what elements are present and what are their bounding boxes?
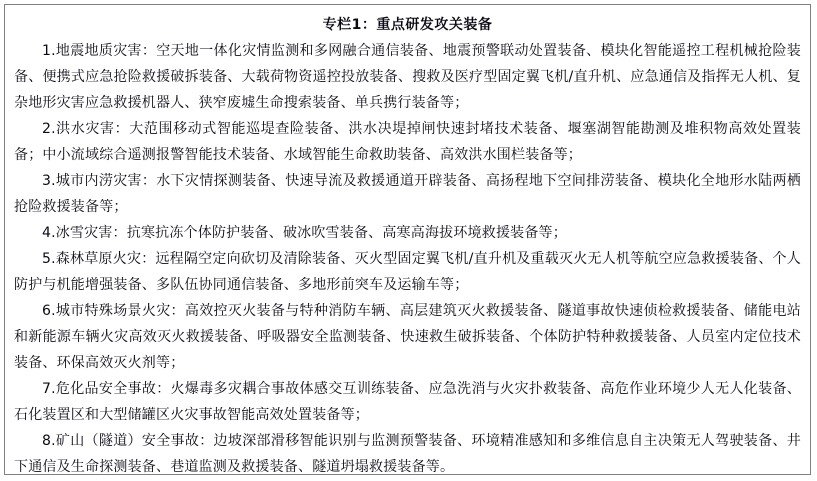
paragraph-urban-special-fire: 6.城市特殊场景火灾：高效控灭火装备与特种消防车辆、高层建筑灭火救援装备、隧道事故快速侦检救援装备、储能电站和新能源车辆火灾高效灭火救援装备、呼吸器安全监测装备、快速救生破拆装备、个体防护特种救援装备、人员室内定位技术装备、环保高效灭火剂等； — [14, 303, 801, 371]
paragraph-urban-waterlogging: 3.城市内涝灾害：水下灾情探测装备、快速导流及救援通道开辟装备、高扬程地下空间排涝装备、模块化全地形水陆两栖抢险救援装备等； — [14, 173, 801, 215]
paragraph-mine-tunnel: 8.矿山（隧道）安全事故：边坡深部滑移智能识别与监测预警装备、环境精准感知和多维信息自主决策无人驾驶装备、井下通信及生命探测装备、巷道监测及救援装备、隧道坍塌救援装备等。 — [14, 433, 801, 475]
column-body — [14, 38, 801, 475]
paragraph-forest-grassland-fire: 5.森林草原火灾：远程隔空定向砍切及清除装备、灭火型固定翼飞机/直升机及重载灭火无人机等航空应急救援装备、个人防护与机能增强装备、多队伍协同通信装备、多地形前突车及运输车等； — [14, 251, 801, 293]
special-column-box — [4, 4, 811, 475]
paragraph-ice-snow: 4.冰雪灾害：抗寒抗冻个体防护装备、破冰吹雪装备、高寒高海拔环境救援装备等； — [42, 225, 567, 241]
paragraph-hazardous-chemicals: 7.危化品安全事故：火爆毒多灾耦合事故体感交互训练装备、应急洗消与火灾扑救装备、高危作业环境少人无人化装备、石化装置区和大型储罐区火灾事故智能高效处置装备等； — [14, 381, 801, 423]
column-title: 专栏1：重点研发攻关装备 — [322, 17, 493, 33]
paragraph-earthquake-geological: 1.地震地质灾害：空天地一体化灾情监测和多网融合通信装备、地震预警联动处置装备、模块化智能遥控工程机械抢险装备、便携式应急抢险救援破拆装备、大载荷物资遥控投放装备、搜救及医疗型固定翼飞机/直升机、应急通信及指挥无人机、复杂地形灾害应急救援机器人、狭窄废墟生命搜索装备、单兵携行装备等； — [14, 43, 801, 111]
paragraph-flood: 2.洪水灾害：大范围移动式智能巡堤查险装备、洪水决堤掉闸快速封堵技术装备、堰塞湖智能勘测及堆积物高效处置装备；中小流域综合遥测报警智能技术装备、水域智能生命救助装备、高效洪水围栏装备等； — [14, 121, 801, 163]
